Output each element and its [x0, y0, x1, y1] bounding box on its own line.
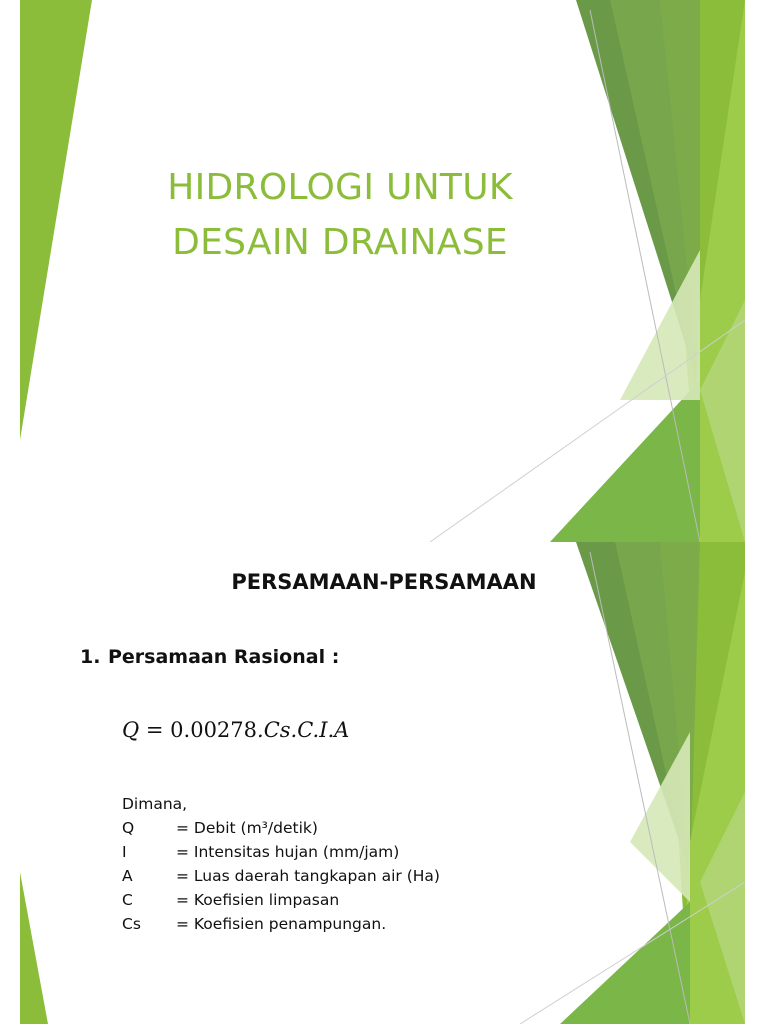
- definition-symbol: I: [122, 843, 127, 861]
- variable-definitions: [122, 792, 440, 936]
- rational-formula: [122, 718, 349, 742]
- definition-meaning: = Koefisien limpasan: [176, 891, 340, 909]
- formula-terms: .Cs.C.I.A: [257, 718, 350, 742]
- section-heading: [80, 646, 339, 668]
- formula-equals: =: [139, 718, 171, 742]
- definition-symbol: Cs: [122, 915, 141, 933]
- presentation-title: [110, 160, 570, 270]
- green-triangle-decoration: [0, 542, 768, 1024]
- title-line-1: HIDROLOGI UNTUK: [167, 167, 513, 208]
- definition-row: [122, 840, 440, 864]
- definition-row: [122, 816, 440, 840]
- definitions-intro: Dimana,: [122, 795, 188, 813]
- definition-meaning: = Debit (m³/detik): [176, 819, 318, 837]
- definition-row: [122, 888, 440, 912]
- definition-symbol: C: [122, 891, 133, 909]
- definition-symbol: A: [122, 867, 133, 885]
- formula-constant: 0.00278: [170, 718, 258, 742]
- equations-slide: [0, 542, 768, 1024]
- formula-lhs: Q: [122, 718, 140, 742]
- definition-row: [122, 864, 440, 888]
- definition-meaning: = Luas daerah tangkapan air (Ha): [176, 867, 440, 885]
- heading-number: 1.: [80, 646, 101, 668]
- definition-row: [122, 912, 440, 936]
- heading-text: Persamaan Rasional :: [108, 646, 340, 668]
- definition-meaning: = Intensitas hujan (mm/jam): [176, 843, 400, 861]
- title-line-2: DESAIN DRAINASE: [172, 222, 508, 263]
- slide-title: PERSAMAAN-PERSAMAAN: [231, 570, 537, 594]
- definition-meaning: = Koefisien penampungan.: [176, 915, 387, 933]
- definition-symbol: Q: [122, 819, 135, 837]
